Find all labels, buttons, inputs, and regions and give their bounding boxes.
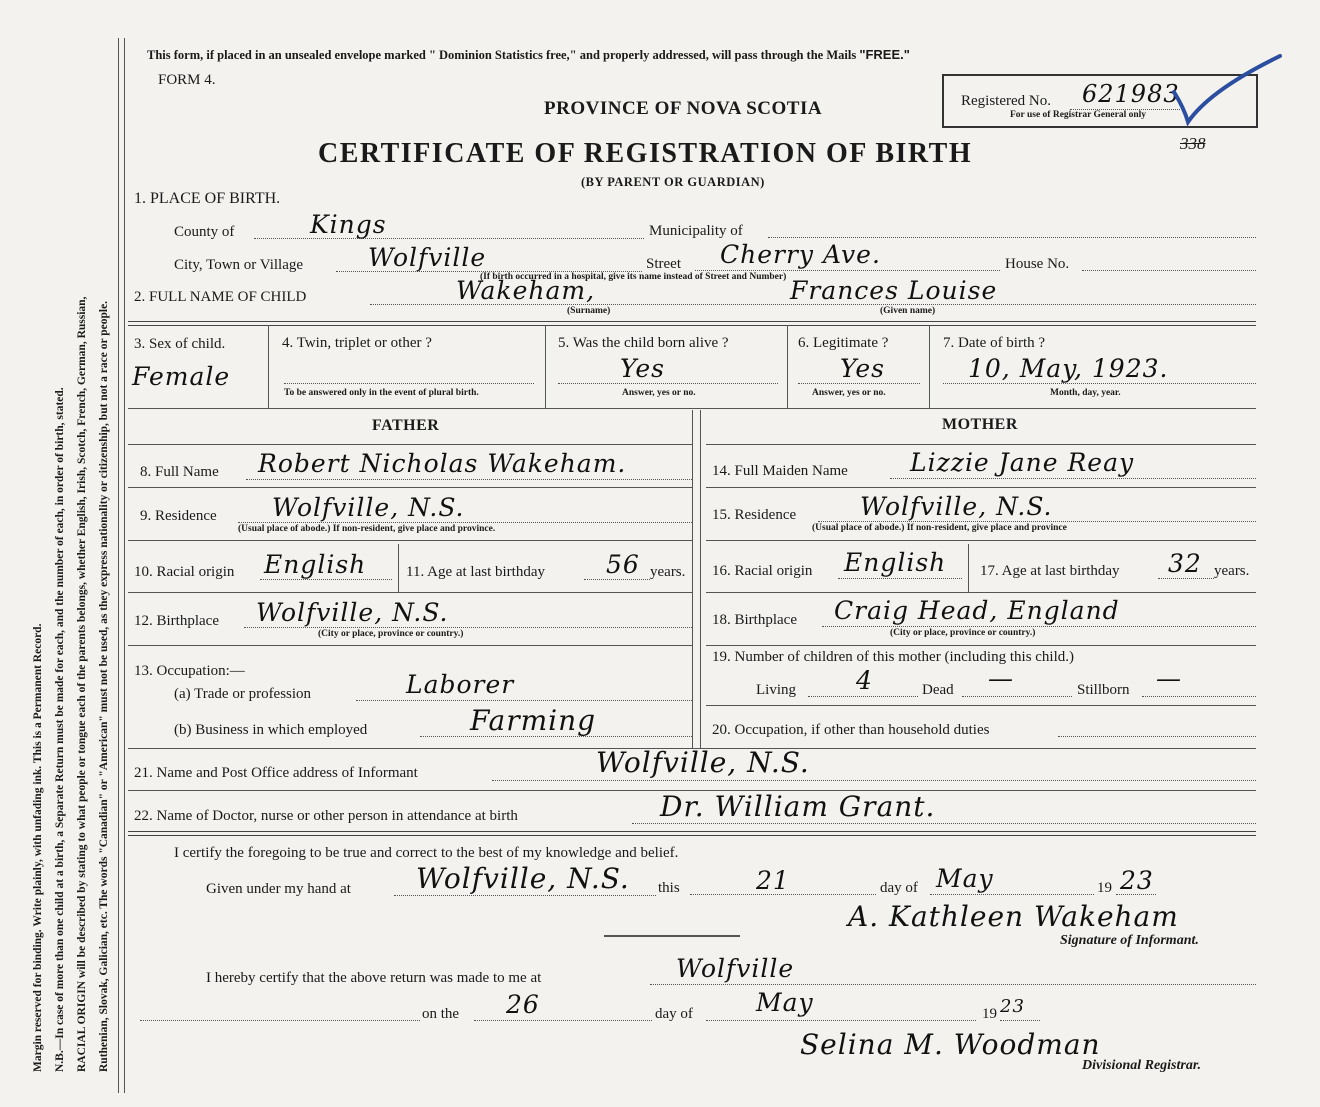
informant-dots [492,780,1256,781]
informant-value: Wolfville, N.S. [596,746,810,779]
margin-note-racial-origin: RACIAL ORIGIN will be described by stating to what people or tongue each of the parents belongs, whether English, Irish, Scotch, French, German, Russian, [76,296,88,1072]
divider [398,544,399,592]
day-value: 21 [756,866,790,895]
stillborn-value: — [1156,664,1182,693]
given-place-dots [394,895,656,896]
section-rule [128,831,1256,836]
margin-note-binding: Margin reserved for binding. Write plainly, with unfading ink. This is a Permanent Record. [32,623,44,1072]
binding-margin-rule-inner [124,38,125,1093]
given-label: Given under my hand at [206,881,351,897]
business-value: Farming [470,704,597,737]
mother-birthplace-label: 18. Birthplace [712,612,797,628]
month-dots [930,894,1094,895]
father-residence-value: Wolfville, N.S. [272,493,465,522]
mother-racial-value: English [844,548,947,577]
city-label: City, Town or Village [174,257,304,273]
mail-notice-text: This form, if placed in an unsealed envelope marked " Dominion Statistics free," and properly addressed, will pass through the Mails [147,48,860,62]
child-surname: Wakeham, [456,276,596,305]
form-number: FORM 4. [158,72,216,88]
registered-label: Registered No. [961,93,1051,109]
father-heading: FATHER [372,417,440,434]
row-rule [128,645,692,646]
hospital-note: (If birth occurred in a hospital, give its name instead of Street and Number) [480,272,787,282]
margin-note-multiple-births: N.B.—In case of more than one child at a birth, a Separate Return must be made for each, and the number of each, in order of birth, stated. [54,387,66,1072]
province-title: PROVINCE OF NOVA SCOTIA [544,98,823,119]
father-residence-note: (Usual place of abode.) If non-resident, give place and province. [238,524,496,534]
child-name-label: 2. FULL NAME OF CHILD [134,289,307,305]
divider [968,544,969,592]
municipality-dots [768,237,1256,238]
row-rule [706,592,1256,593]
mother-name-label: 14. Full Maiden Name [712,463,848,479]
certificate-subtitle: (BY PARENT OR GUARDIAN) [581,175,765,189]
mother-birthplace-dots [822,626,1256,627]
section-rule [128,321,1256,326]
certify-statement: I certify the foregoing to be true and correct to the best of my knowledge and belief. [174,845,679,861]
mother-birthplace-value: Craig Head, England [834,596,1120,625]
doctor-dots [632,823,1256,824]
mother-occupation-dots [1058,736,1256,737]
father-residence-dots [238,522,692,523]
mail-notice-free: "FREE." [859,47,910,62]
row-rule [128,592,692,593]
stillborn-dots [1142,696,1256,697]
year-prefix: 19 [1097,880,1112,896]
living-value: 4 [856,666,873,695]
registrar-year-dots [1000,1020,1040,1021]
house-label: House No. [1005,256,1070,272]
row-rule [128,487,692,488]
registrar-place-value: Wolfville [676,954,795,983]
checkmark-icon [1170,50,1285,130]
doctor-label: 22. Name of Doctor, nurse or other person in attendance at birth [134,808,518,824]
margin-note-racial-origin-2: Ruthenian, Slovak, Galician, etc. The words "Canadian" or "American" must not be used, as they express nationality or citizenship, but not a race or people. [98,300,110,1072]
registrar-day-dots [474,1020,652,1021]
section-rule [706,444,1256,445]
living-dots [808,696,918,697]
father-birthplace-label: 12. Birthplace [134,613,219,629]
year-suffix: 23 [1120,866,1154,895]
father-birthplace-value: Wolfville, N.S. [256,598,449,627]
stillborn-label: Stillborn [1077,682,1130,698]
father-name-label: 8. Full Name [140,464,219,480]
mother-name-value: Lizzie Jane Reay [910,448,1135,477]
father-birthplace-dots [244,627,692,628]
registrar-day-value: 26 [506,990,540,1019]
registrar-place-dots [650,984,1256,985]
father-age-dots [584,579,650,580]
trade-label: (a) Trade or profession [174,686,312,702]
house-dots [1082,270,1256,271]
mother-birthplace-note: (City or place, province or country.) [890,628,1036,638]
dead-value: — [988,664,1014,693]
mother-age-unit: years. [1214,563,1250,579]
surname-caption: (Surname) [567,306,611,316]
this-label: this [658,880,680,896]
row-rule [706,540,1256,541]
binding-margin-rule [118,38,119,1093]
father-racial-value: English [264,550,367,579]
father-name-dots [246,479,692,480]
mother-residence-note: (Usual place of abode.) If non-resident, give place and province [812,523,1067,533]
legitimate-note: Answer, yes or no. [812,388,886,398]
mother-heading: MOTHER [942,416,1018,433]
dead-dots [962,696,1072,697]
mother-age-label: 17. Age at last birthday [980,563,1120,579]
alive-value: Yes [620,354,665,383]
registrar-statement: I hereby certify that the above return was made to me at [206,970,542,986]
registrar-month-dots [706,1020,976,1021]
row-rule [706,705,1256,706]
street-value: Cherry Ave. [720,240,881,269]
certificate-title: CERTIFICATE OF REGISTRATION OF BIRTH [318,138,973,169]
father-age-unit: years. [650,564,686,580]
given-place-value: Wolfville, N.S. [416,862,630,895]
legitimate-label: 6. Legitimate ? [798,335,889,351]
mother-racial-dots [838,578,962,579]
living-label: Living [756,682,796,698]
children-label: 19. Number of children of this mother (including this child.) [712,649,1075,665]
street-label: Street [646,256,681,272]
father-racial-dots [260,579,392,580]
alive-label: 5. Was the child born alive ? [558,335,729,351]
mother-name-dots [890,478,1256,479]
dob-dots [943,383,1256,384]
father-residence-label: 9. Residence [140,508,217,524]
divider [268,325,269,408]
mother-residence-label: 15. Residence [712,507,797,523]
mother-racial-label: 16. Racial origin [712,563,813,579]
divider [929,325,930,408]
row-rule [706,645,1256,646]
registered-number: 621983 [1082,80,1180,108]
dayof-label: day of [880,880,918,896]
registrar-year-prefix: 19 [982,1006,997,1022]
registrar-signature: Selina M. Woodman [800,1028,1101,1061]
alive-dots [558,383,778,384]
father-racial-label: 10. Racial origin [134,564,235,580]
registrar-leading-dots [140,1020,420,1021]
registrar-month-value: May [756,988,814,1017]
corner-mark: 338 [1180,134,1206,153]
mail-notice [147,47,910,63]
twin-dots [284,383,534,384]
legitimate-value: Yes [840,354,885,383]
father-age-value: 56 [606,550,640,579]
registrar-general-note: For use of Registrar General only [1010,110,1147,120]
divider [787,325,788,408]
section-rule [128,444,692,445]
trade-dots [356,700,692,701]
dob-note: Month, day, year. [1050,388,1121,398]
city-value: Wolfville [368,243,487,272]
sex-label: 3. Sex of child. [134,336,226,352]
column-divider [700,410,701,748]
twin-note: To be answered only in the event of plural birth. [284,388,479,398]
given-name-caption: (Given name) [880,306,936,316]
father-name-value: Robert Nicholas Wakeham. [258,449,627,478]
father-occupation-label: 13. Occupation:— [134,663,245,679]
municipality-label: Municipality of [649,223,743,239]
row-rule [128,540,692,541]
county-value: Kings [310,210,387,239]
divider [545,325,546,408]
street-dots [695,270,1000,271]
dob-value: 10, May, 1923. [968,354,1169,383]
business-label: (b) Business in which employed [174,722,368,738]
mother-age-dots [1158,578,1214,579]
twin-label: 4. Twin, triplet or other ? [282,335,432,351]
father-age-label: 11. Age at last birthday [406,564,545,580]
informant-signature: A. Kathleen Wakeham [848,900,1179,933]
month-value: May [936,864,994,893]
row-rule [706,487,1256,488]
legitimate-dots [798,383,920,384]
informant-label: 21. Name and Post Office address of Informant [134,765,418,781]
registrar-dayof-label: day of [655,1006,693,1022]
mother-age-value: 32 [1168,549,1202,578]
section-rule [128,408,1256,409]
dob-label: 7. Date of birth ? [943,335,1046,351]
place-of-birth-heading: 1. PLACE OF BIRTH. [134,190,281,207]
alive-note: Answer, yes or no. [622,388,696,398]
mother-residence-dots [818,521,1256,522]
on-the-label: on the [422,1006,460,1022]
father-birthplace-note: (City or place, province or country.) [318,629,464,639]
sex-value: Female [132,362,231,391]
mother-residence-value: Wolfville, N.S. [860,492,1053,521]
informant-signature-caption: Signature of Informant. [1060,933,1199,948]
signature-rule [604,935,740,937]
dead-label: Dead [922,682,954,698]
doctor-value: Dr. William Grant. [660,790,936,823]
trade-value: Laborer [406,670,515,699]
column-divider [692,410,693,748]
registrar-signature-caption: Divisional Registrar. [1082,1058,1202,1073]
county-label: County of [174,224,235,240]
mother-occupation-label: 20. Occupation, if other than household duties [712,722,990,738]
child-given-name: Frances Louise [790,276,998,305]
registrar-year-suffix: 23 [1000,996,1025,1017]
